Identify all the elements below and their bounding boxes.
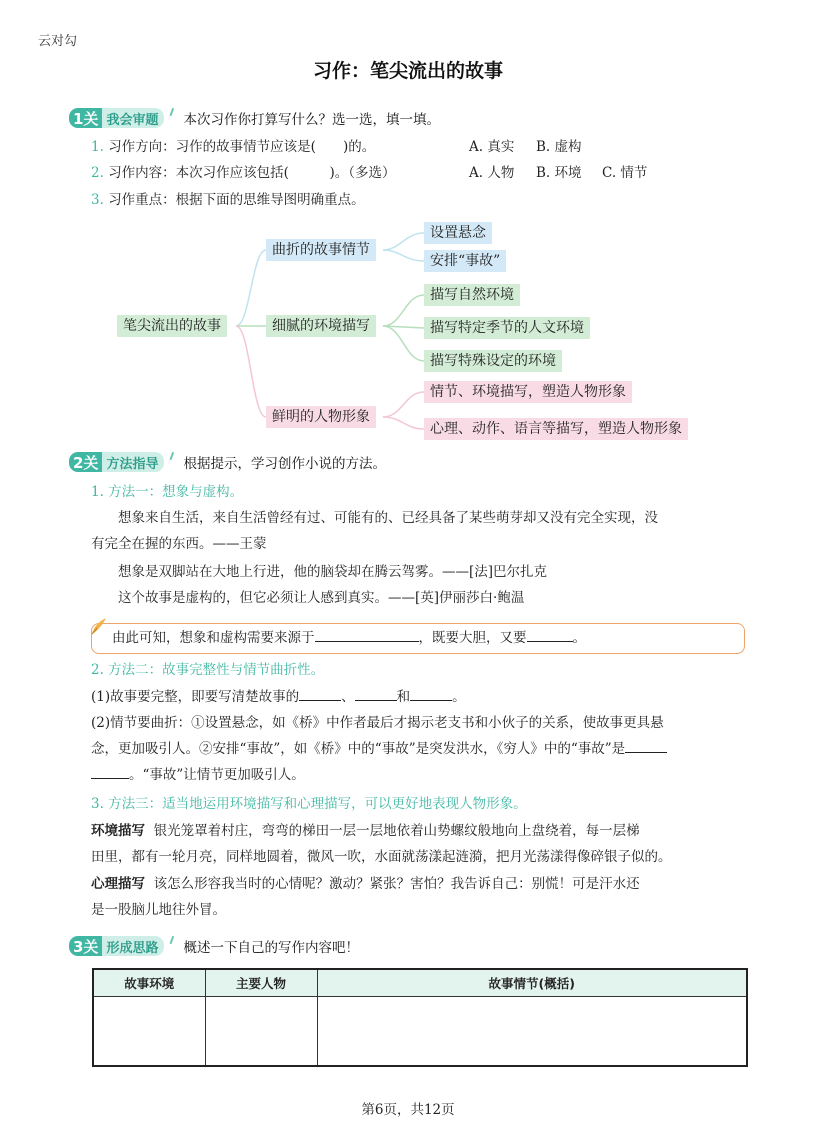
question-2-text: 习作内容：本次习作应该包括( )。（多选） — [108, 165, 396, 181]
section-2-header — [69, 451, 386, 473]
quote-line: 想象来自生活，来自生活曾经有过、可能有的、已经具备了某些萌芽却又没有完全实现，没 — [118, 510, 658, 526]
method-3-environment — [91, 818, 751, 870]
psychology-text: 该怎么形容我当时的心情呢？激动？紧张？害怕？我告诉自己：别慌！可是汗水还 — [153, 876, 640, 892]
hint-box — [91, 623, 745, 654]
fill-blank[interactable] — [315, 626, 419, 642]
table-cell-characters[interactable] — [205, 996, 317, 1066]
section-2-number: 2关 — [69, 452, 102, 472]
question-2-option-a: A. 人物 — [469, 165, 515, 181]
section-1-number: 1关 — [69, 108, 102, 128]
mindmap-branch-environment: 细腻的环境描写 — [266, 315, 376, 337]
mindmap-leaf: 描写特殊设定的环境 — [424, 350, 562, 372]
story-outline-table — [92, 968, 748, 1067]
psychology-label: 心理描写 — [91, 876, 145, 892]
point-line: 。“事故”让情节更加吸引人。 — [129, 767, 305, 783]
mindmap-leaf: 情节、环境描写，塑造人物形象 — [424, 381, 632, 403]
method-3-heading: 3. 方法三：适当地运用环境描写和心理描写，可以更好地表现人物形象。 — [91, 796, 527, 812]
table-header-plot: 故事情节(概括) — [317, 969, 747, 996]
mindmap-connectors — [0, 0, 816, 450]
psychology-text: 是一股脑儿地往外冒。 — [91, 902, 226, 918]
hint-text: 由此可知，想象和虚构需要来源于 — [112, 630, 315, 646]
point-line: (2)情节要曲折：①设置悬念，如《桥》中作者最后才揭示老支书和小伙子的关系，使故事更具悬 — [91, 715, 664, 731]
environment-text: 田里，都有一轮月亮，同样地圆着，微风一吹，水面就荡漾起涟漪，把月光荡漾得像碎银子似的。 — [91, 849, 672, 865]
mindmap-leaf: 心理、动作、语言等描写，塑造人物形象 — [424, 418, 688, 440]
mindmap-leaf: 描写自然环境 — [424, 284, 520, 306]
point-text: (1)故事要完整，即要写清楚故事的 — [91, 689, 300, 705]
hint-text: 。 — [572, 630, 586, 646]
question-1-number: 1. — [91, 139, 104, 155]
fill-blank[interactable] — [625, 737, 667, 753]
tick-icon — [164, 934, 174, 944]
section-2-desc: 根据提示，学习创作小说的方法。 — [183, 456, 386, 472]
fill-blank[interactable] — [410, 685, 452, 701]
table-header-characters: 主要人物 — [205, 969, 317, 996]
method-2-heading: 2. 方法二：故事完整性与情节曲折性。 — [91, 662, 325, 678]
environment-label: 环境描写 — [91, 823, 145, 839]
table-header-environment: 故事环境 — [93, 969, 205, 996]
method-2-point-2 — [91, 710, 751, 788]
section-3-desc: 概述一下自己的写作内容吧！ — [183, 940, 359, 956]
method-3-psychology — [91, 871, 751, 923]
method-1-heading: 1. 方法一：想象与虚构。 — [91, 484, 244, 500]
section-2-name: 方法指导 — [102, 452, 164, 472]
question-1-text: 习作方向：习作的故事情节应该是( )的。 — [108, 139, 376, 155]
method-1-quote-3: 这个故事是虚构的，但它必须让人感到真实。——[英]伊丽莎白·鲍温 — [118, 590, 525, 606]
question-3-number: 3. — [91, 192, 104, 208]
mindmap-leaf: 设置悬念 — [424, 222, 492, 244]
mindmap-leaf: 描写特定季节的人文环境 — [424, 317, 590, 339]
fill-blank[interactable] — [355, 685, 397, 701]
fill-blank[interactable] — [527, 626, 573, 642]
watermark: 云对勾 — [38, 34, 78, 49]
mindmap-branch-plot: 曲折的故事情节 — [266, 239, 376, 261]
fill-blank[interactable] — [299, 685, 341, 701]
section-3-name: 形成思路 — [102, 936, 164, 956]
hint-text: ，既要大胆，又要 — [418, 630, 527, 646]
section-1-name: 我会审题 — [102, 108, 164, 128]
mindmap-root: 笔尖流出的故事 — [117, 315, 227, 337]
point-line: 念，更加吸引人。②安排“事故”，如《桥》中的“事故”是突发洪水，《穷人》中的“事故”是 — [91, 741, 626, 757]
page-title: 习作：笔尖流出的故事 — [312, 60, 503, 82]
table-cell-plot[interactable] — [317, 996, 747, 1066]
quote-line: 有完全在握的东西。——王蒙 — [91, 536, 267, 552]
point-text: 和 — [396, 689, 411, 705]
question-1-option-b: B. 虚构 — [536, 139, 582, 155]
method-2-point-1 — [91, 684, 466, 710]
section-3-number: 3关 — [69, 936, 102, 956]
mindmap-leaf: 安排“事故” — [424, 250, 506, 272]
table-cell-environment[interactable] — [93, 996, 205, 1066]
page-footer: 第6页，共12页 — [361, 1102, 455, 1118]
question-2-option-c: C. 情节 — [602, 165, 648, 181]
question-2-number: 2. — [91, 165, 104, 181]
question-3-text: 习作重点：根据下面的思维导图明确重点。 — [108, 192, 365, 208]
pen-icon — [88, 615, 110, 637]
method-1-quote-1 — [91, 505, 751, 557]
mindmap-branch-character: 鲜明的人物形象 — [266, 406, 376, 428]
environment-text: 银光笼罩着村庄，弯弯的梯田一层一层地依着山势螺纹般地向上盘绕着，每一层梯 — [153, 823, 640, 839]
point-text: 。 — [452, 689, 466, 705]
point-text: 、 — [341, 689, 355, 705]
question-2-option-b: B. 环境 — [536, 165, 582, 181]
method-1-quote-2: 想象是双脚站在大地上行进，他的脑袋却在腾云驾雾。——[法]巴尔扎克 — [118, 564, 548, 580]
section-3-header — [69, 935, 359, 957]
section-1-desc: 本次习作你打算写什么？选一选，填一填。 — [183, 112, 440, 128]
tick-icon — [164, 450, 174, 460]
fill-blank[interactable] — [91, 763, 129, 779]
question-1-option-a: A. 真实 — [469, 139, 515, 155]
